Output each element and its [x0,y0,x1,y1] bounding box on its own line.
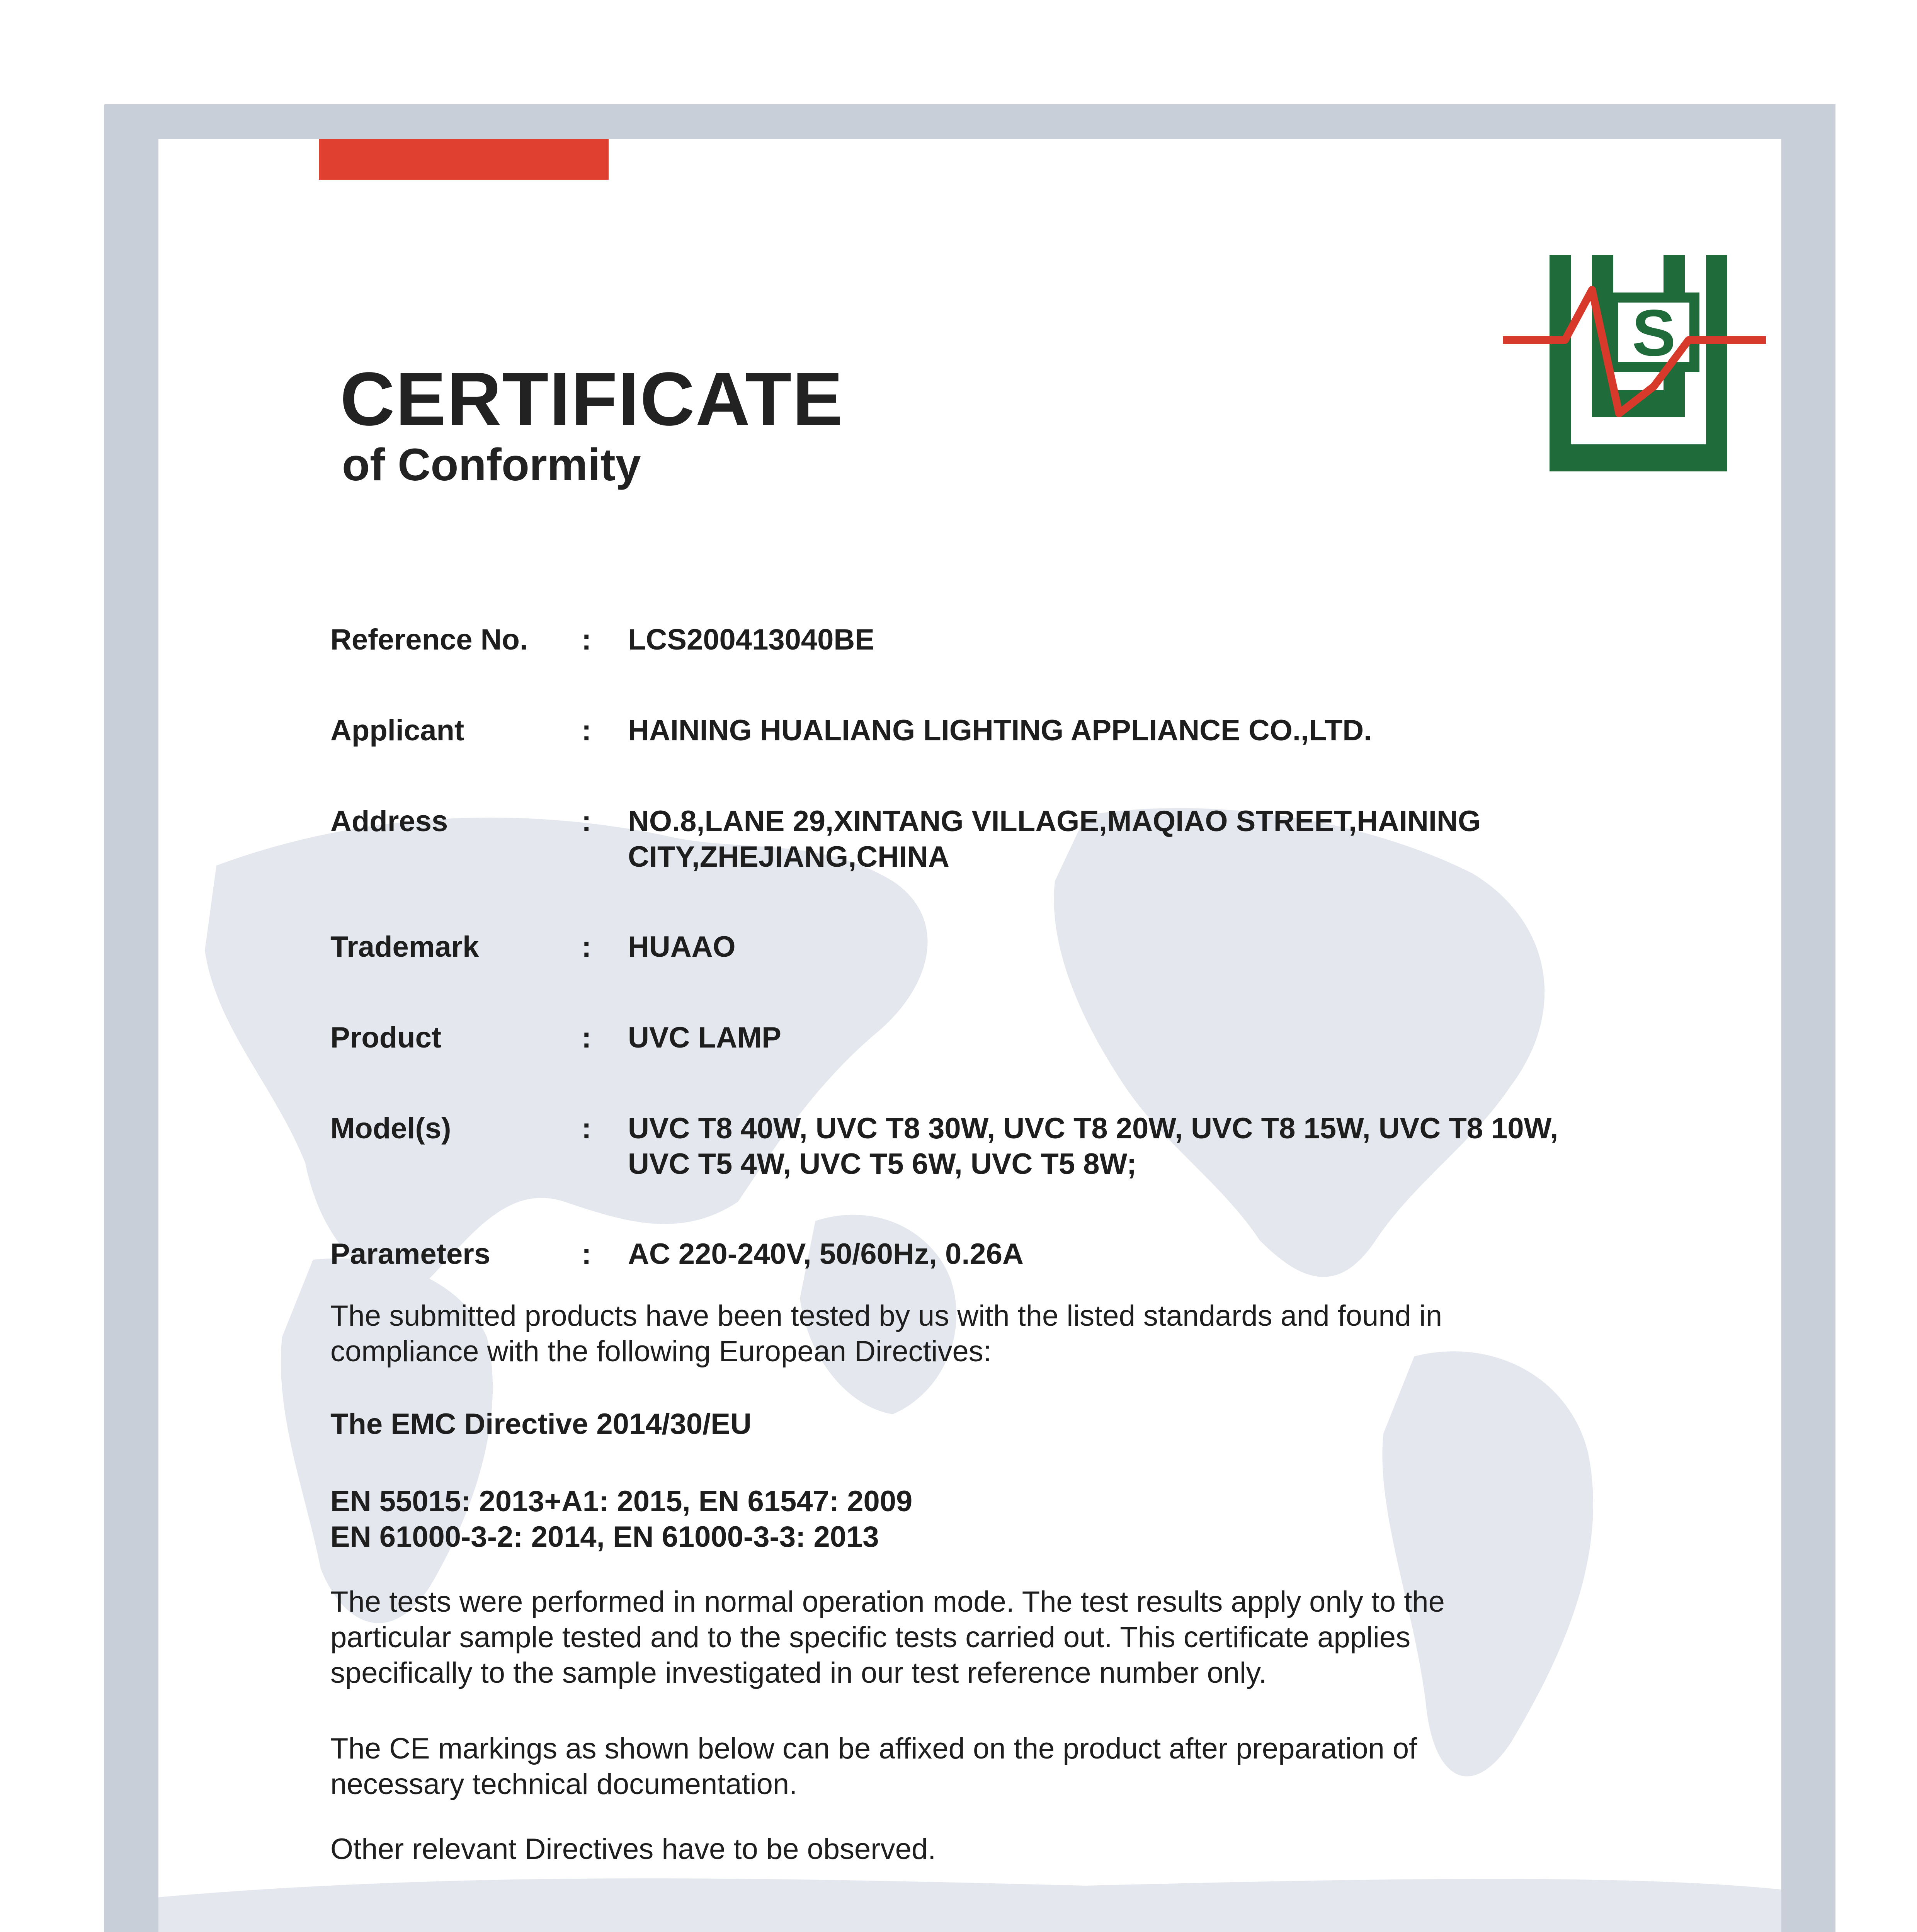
field-colon: : [582,930,592,963]
field-colon: : [582,805,592,838]
text-line: necessary technical documentation. [330,1768,798,1801]
standards-list [330,1484,1664,1555]
field-label: Address [330,805,448,838]
field-value-line: NO.8,LANE 29,XINTANG VILLAGE,MAQIAO STREET,HAINING [628,805,1481,838]
field-label: Reference No. [330,623,528,656]
field-applicant [330,713,1741,748]
field-colon: : [582,714,592,747]
text-line: EN 61000-3-2: 2014, EN 61000-3-3: 2013 [330,1520,879,1553]
field-models [330,1111,1741,1182]
field-value: AC 220-240V, 50/60Hz, 0.26A [628,1238,1024,1270]
ce-paragraph [330,1731,1664,1802]
other-directives: Other relevant Directives have to be observed. [330,1833,936,1866]
certificate-sheet [158,139,1781,1932]
directive-name: The EMC Directive 2014/30/EU [330,1408,752,1440]
svg-text:S: S [1632,296,1676,370]
field-colon: : [582,623,592,656]
certificate-frame [104,104,1835,1932]
field-value: HUAAO [628,930,736,963]
text-line: The submitted products have been tested by us with the listed standards and found in [330,1299,1442,1332]
text-line: The CE markings as shown below can be affixed on the product after preparation of [330,1732,1417,1765]
top-accent-bar [319,139,609,180]
field-colon: : [582,1021,592,1054]
intro-paragraph [330,1298,1664,1369]
certificate-subtitle: of Conformity [342,439,641,490]
field-trademark [330,929,1741,965]
field-value-line: CITY,ZHEJIANG,CHINA [628,840,949,873]
field-label: Product [330,1021,442,1054]
field-value-line: UVC T5 4W, UVC T5 6W, UVC T5 8W; [628,1148,1137,1180]
field-value: HAINING HUALIANG LIGHTING APPLIANCE CO.,LTD. [628,714,1372,747]
field-value: UVC LAMP [628,1021,781,1054]
field-label: Applicant [330,714,464,747]
field-label: Model(s) [330,1112,451,1145]
field-reference-no [330,622,1741,658]
text-line: particular sample tested and to the specific tests carried out. This certificate applies [330,1621,1411,1654]
text-line: EN 55015: 2013+A1: 2015, EN 61547: 2009 [330,1485,913,1518]
certificate-title: CERTIFICATE [340,357,844,441]
field-address [330,804,1741,875]
lcs-logo-icon [1503,247,1766,479]
field-product [330,1020,1741,1056]
field-value [628,804,1741,875]
field-colon: : [582,1238,592,1270]
field-value-line: UVC T8 40W, UVC T8 30W, UVC T8 20W, UVC T8 15W, UVC T8 10W, [628,1112,1558,1145]
tests-paragraph [330,1584,1664,1691]
field-label: Parameters [330,1238,491,1270]
field-value: LCS200413040BE [628,623,874,656]
field-value [628,1111,1741,1182]
field-label: Trademark [330,930,479,963]
field-parameters [330,1236,1741,1272]
text-line: The tests were performed in normal operation mode. The test results apply only to the [330,1585,1445,1618]
text-line: specifically to the sample investigated in our test reference number only. [330,1656,1267,1689]
text-line: compliance with the following European Directives: [330,1335,992,1368]
field-colon: : [582,1112,592,1145]
